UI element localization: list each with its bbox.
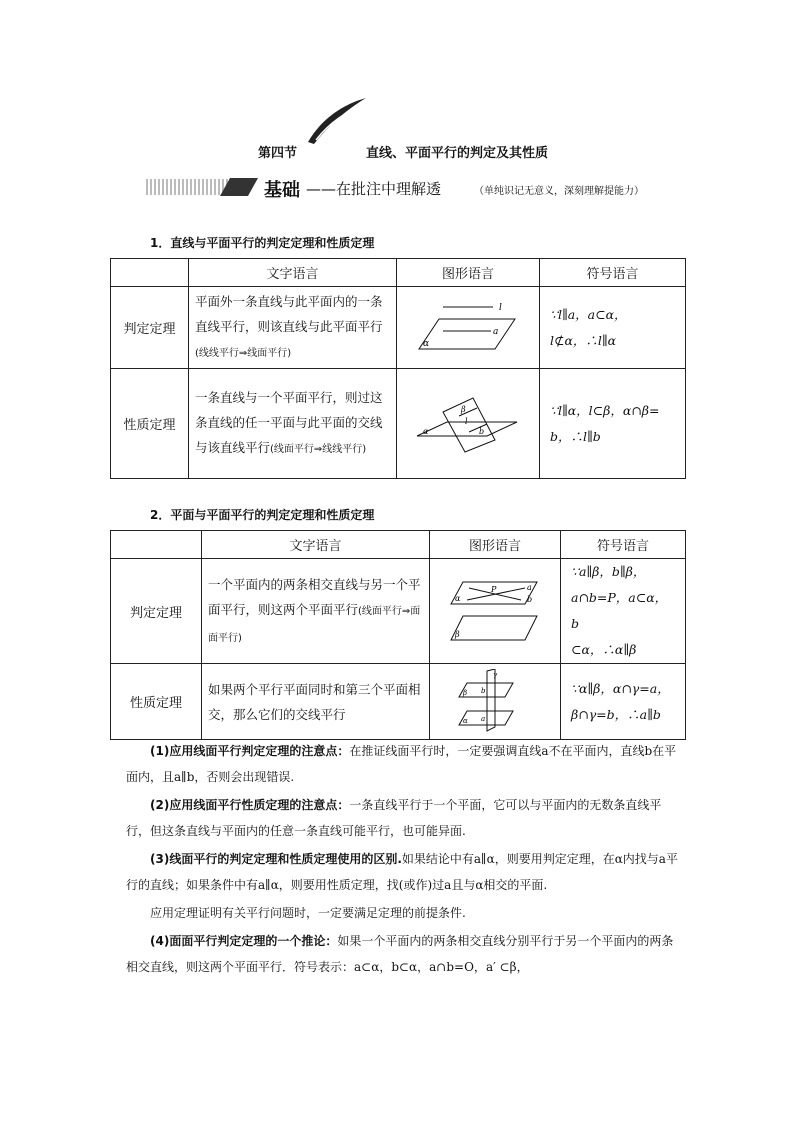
theorem-text-note: (线面平行⇒线线平行) [270, 444, 367, 455]
header-symbol-language: 符号语言 [540, 259, 686, 287]
section-title [258, 142, 578, 164]
banner-note: （单纯识记无意义，深刻理解提能力） [474, 186, 644, 197]
section-name: 直线、平面平行的判定及其性质 [366, 146, 549, 161]
banner-keyword: 基础 [264, 180, 300, 201]
row-label: 性质定理 [111, 369, 189, 479]
line-plane-judgement-diagram-icon [413, 299, 523, 357]
section2-heading: 2．平面与平面平行的判定定理和性质定理 [150, 508, 375, 522]
figure-label: a [527, 583, 532, 592]
header-figure-language: 图形语言 [397, 259, 540, 287]
symbol-line: b，∴l∥b [550, 428, 601, 444]
theorem-text-note: (线面平行⇒面面平行) [208, 605, 421, 644]
figure-label: β [455, 630, 460, 639]
table-row [111, 559, 686, 664]
header-text-language: 文字语言 [189, 259, 397, 287]
note-body: 一条直线平行于一个平面，它可以与平面内的无数条直线平行，但这条直线与平面内的任意一条直线可能平行，也可能异面. [126, 798, 662, 838]
figure-label: α [463, 716, 468, 725]
plane-plane-property-diagram-icon [455, 669, 535, 735]
note-paragraph [126, 846, 682, 898]
section-banner [146, 176, 706, 200]
figure-label: a [481, 714, 486, 723]
table-header-row [111, 259, 686, 287]
note-head: (2)应用线面平行性质定理的注意点： [150, 798, 350, 812]
header-figure-language: 图形语言 [430, 531, 561, 559]
row-label: 判定定理 [111, 287, 189, 369]
figure-label: β [463, 688, 468, 697]
decorative-swoosh-icon [300, 96, 370, 146]
note-body: 在推证线面平行时，一定要强调直线a不在平面内，直线b在平面内，且a∥b，否则会出现错误. [126, 744, 677, 784]
note-body: 如果结论中有a∥α，则要用判定定理，在α内找与a平行的直线；如果条件中有a∥α，则要用性质定理，找(或作)过a且与α相交的平面. [126, 852, 678, 892]
note-body: 应用定理证明有关平行问题时，一定要满足定理的前提条件. [150, 906, 466, 920]
theorem-symbol [540, 287, 686, 369]
note-paragraph [126, 928, 682, 980]
theorem-text-main: 一条直线与一个平面平行，则过这条直线的任一平面与此平面的交线与该直线平行 [195, 390, 383, 455]
symbol-line: a∩b=P，a⊂α，b [571, 590, 668, 631]
theorem-figure [397, 369, 540, 479]
theorem-text [202, 664, 430, 740]
table-row [111, 664, 686, 740]
row-label: 性质定理 [111, 664, 202, 740]
symbol-line: ∵a∥β，b∥β， [571, 564, 646, 579]
header-empty-cell [111, 259, 189, 287]
note-paragraph [126, 900, 682, 926]
row-label: 判定定理 [111, 559, 202, 664]
figure-label: β [461, 404, 466, 414]
table-row [111, 369, 686, 479]
header-symbol-language: 符号语言 [561, 531, 686, 559]
figure-label: α [423, 338, 430, 349]
banner-subtitle: ——在批注中理解透 [306, 180, 442, 198]
theorem-symbol [561, 664, 686, 740]
theorem-figure [430, 559, 561, 664]
figure-label: P [491, 585, 497, 594]
line-plane-property-diagram-icon [413, 394, 523, 454]
figure-label: b [479, 426, 485, 436]
annotation-notes [126, 738, 682, 982]
plane-plane-judgement-diagram-icon [445, 576, 545, 646]
line-plane-table [110, 258, 686, 479]
symbol-line: β∩γ=b，∴a∥b [571, 706, 661, 722]
note-body: 如果一个平面内的两条相交直线分别平行于另一个平面内的两条相交直线，则这两个平面平行．符号表示：a⊂α，b⊂α，a∩b=O，a′ ⊂β， [126, 934, 674, 974]
section1-heading: 1．直线与平面平行的判定定理和性质定理 [150, 236, 375, 250]
theorem-figure [397, 287, 540, 369]
header-text-language: 文字语言 [202, 531, 430, 559]
theorem-text [189, 369, 397, 479]
figure-label: l [499, 302, 502, 313]
symbol-line: ⊂α，∴α∥β [571, 642, 637, 657]
theorem-text [202, 559, 430, 664]
note-head: (3)线面平行的判定定理和性质定理使用的区别. [150, 852, 402, 866]
table-row [111, 287, 686, 369]
note-paragraph [126, 738, 682, 790]
note-head: (1)应用线面平行判定定理的注意点： [150, 744, 350, 758]
figure-label: α [423, 426, 429, 436]
theorem-symbol [561, 559, 686, 664]
theorem-text-main: 平面外一条直线与此平面内的一条直线平行，则该直线与此平面平行 [195, 294, 383, 334]
theorem-symbol [540, 369, 686, 479]
symbol-line: ∵l∥α，l⊂β，α∩β= [550, 402, 660, 418]
table-header-row [111, 531, 686, 559]
symbol-line: l⊄α，∴l∥α [550, 332, 617, 348]
figure-label: l [465, 416, 468, 426]
symbol-line: ∵l∥a，a⊂α， [550, 306, 627, 322]
section-number: 第四节 [258, 146, 298, 161]
plane-plane-table [110, 530, 686, 740]
figure-label: b [527, 595, 533, 604]
banner-slant-bar-icon [220, 178, 258, 196]
figure-label: b [481, 686, 486, 695]
theorem-text-main: 如果两个平行平面同时和第三个平面相交，那么它们的交线平行 [208, 681, 421, 722]
figure-label: a [493, 326, 499, 337]
figure-label: α [455, 594, 461, 603]
theorem-text [189, 287, 397, 369]
theorem-text-note: (线线平行⇒线面平行) [195, 348, 292, 359]
header-empty-cell [111, 531, 202, 559]
note-paragraph [126, 792, 682, 844]
symbol-line: ∵α∥β，α∩γ=a， [571, 680, 670, 696]
theorem-text-main: 一个平面内的两条相交直线与另一个平面平行，则这两个平面平行 [208, 576, 421, 617]
figure-label: γ [493, 670, 498, 679]
theorem-figure [430, 664, 561, 740]
note-head: (4)面面平行判定定理的一个推论： [150, 934, 338, 948]
